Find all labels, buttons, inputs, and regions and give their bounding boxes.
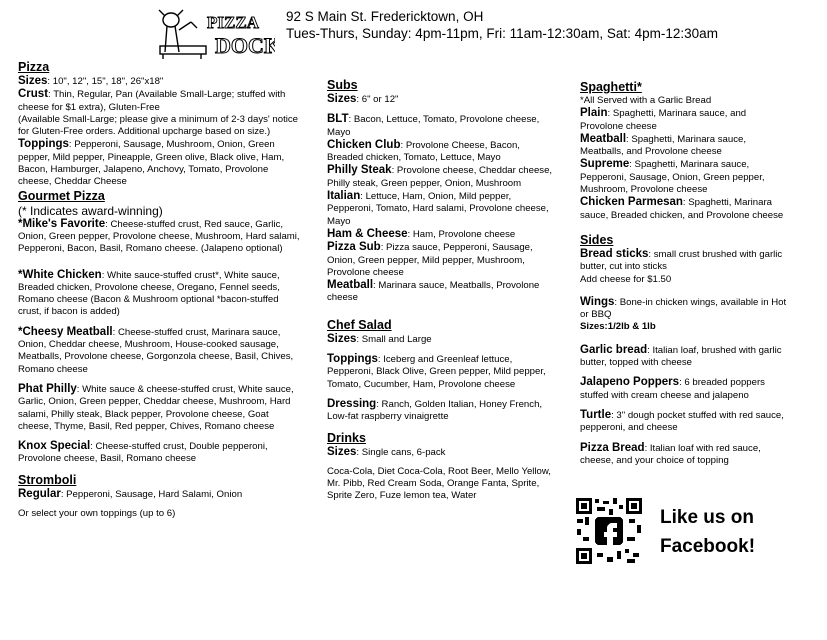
menu-item-mikes-favorite: *Mike's Favorite: Cheese-stuffed crust, Red sauce, Garlic, Onion, Green pepper, Provolone cheese, Mushroom, Hard salami, Pepperoni, Bacon, Basil, Romano cheese. (Jalapeno optional): [18, 217, 300, 255]
hours: Tues-Thurs, Sunday: 4pm-11pm, Fri: 11am-12:30am, Sat: 4pm-12:30am: [286, 26, 718, 41]
crust-note: (Available Small-Large; please give a minimum of 2-3 days' notice for Gluten-Free orders. Additional upcharge based on size.): [18, 113, 299, 138]
column-spaghetti-sides: [580, 80, 788, 474]
menu-item-phat-philly: Phat Philly: White sauce & cheese-stuffed crust, White sauce, Garlic, Onion, Green pepper, Cheddar cheese, Mushroom, Hard salami, Philly steak, Black pepper, Provolone cheese, Goat cheese, Thyme, Basil, Red pepper, Chives, Romano cheese: [18, 382, 294, 432]
svg-text:DOCK: DOCK: [215, 33, 275, 58]
menu-item-bread-sticks: Bread sticks: small crust brushed with garlic butter, cut into sticks: [580, 247, 783, 273]
menu-item-pizza-bread: Pizza Bread: Italian loaf with red sauce, cheese, and your choice of topping: [580, 441, 761, 466]
pizza-toppings: Toppings: Pepperoni, Sausage, Mushroom, Onion, Green pepper, Mild pepper, Pineapple, Green olive, Black olive, Ham, Bacon, Hamburger, Jalapeno, Anchovy, Tomato, Provolone cheese, Cheddar Cheese: [18, 138, 285, 188]
section-title-stromboli: Stromboli: [18, 472, 77, 487]
stromboli-regular: Regular: Pepperoni, Sausage, Hard Salami, Onion: [18, 487, 243, 500]
facebook-promo: [575, 497, 815, 569]
section-title-subs: Subs: [327, 78, 358, 92]
menu-item-cheesy-meatball: *Cheesy Meatball: Cheese-stuffed crust, Marinara sauce, Onion, Cheddar cheese, Mushroom, House-cooked sausage, Meatballs, Provolone cheese, Gorgonzola cheese, Basil, Chives, Romano cheese: [18, 325, 294, 375]
facebook-line1: Like us on: [660, 507, 754, 528]
subs-sizes: Sizes: 6" or 12": [327, 93, 399, 105]
salad-dressing: Dressing: Ranch, Golden Italian, Honey French, Low-fat raspberry vinaigrette: [327, 397, 543, 423]
section-title-drinks: Drinks: [327, 430, 366, 445]
menu-item-pizza-sub: Pizza Sub: Pizza sauce, Pepperoni, Sausage, Onion, Green pepper, Mild pepper, Mushroom, Provolone cheese: [327, 241, 533, 278]
menu-item-italian: Italian: Lettuce, Ham, Onion, Mild pepper, Pepperoni, Tomato, Hard salami, Provolone cheese, Mayo: [327, 190, 549, 227]
pizza-dock-logo: [157, 8, 275, 60]
pizza-sizes: Sizes: 10", 12", 15", 18", 26"x18": [18, 75, 164, 87]
column-subs: [327, 78, 555, 503]
menu-item-blt: BLT: Bacon, Lettuce, Tomato, Provolone cheese, Mayo: [327, 113, 540, 138]
salad-toppings: Toppings: Iceberg and Greenleaf lettuce, Pepperoni, Black Olive, Green pepper, Mild pepper, Tomato, Cucumber, Ham, Provolone cheese: [327, 353, 546, 390]
header: [286, 8, 718, 42]
address: 92 S Main St. Fredericktown, OH: [286, 9, 484, 24]
facebook-line2: Facebook!: [660, 536, 756, 557]
column-pizza: [18, 60, 300, 520]
section-title-gourmet: Gourmet Pizza: [18, 188, 105, 203]
menu-item-spaghetti-meatball: Meatball: Spaghetti, Marinara sauce, Meatballs, and Provolone cheese: [580, 132, 747, 158]
menu-item-turtle: Turtle: 3" dough pocket stuffed with red sauce, pepperoni, and cheese: [580, 408, 784, 434]
drinks-sizes: Sizes: Single cans, 6-pack: [327, 445, 446, 458]
facebook-text: [660, 503, 755, 561]
menu-item-knox-special: Knox Special: Cheese-stuffed crust, Double pepperoni, Provolone cheese, Basil, Romano cheese: [18, 440, 268, 465]
menu-item-jalapeno-poppers: Jalapeno Poppers: 6 breaded poppers stuffed with cream cheese and jalapeno: [580, 376, 765, 401]
section-title-sides: Sides: [580, 232, 614, 247]
bread-sticks-extra: Add cheese for $1.50: [580, 273, 672, 285]
qr-code-icon[interactable]: [575, 497, 643, 565]
menu-item-plain: Plain: Spaghetti, Marinara sauce, and Provolone cheese: [580, 107, 747, 132]
menu-item-chicken-club: Chicken Club: Provolone Cheese, Bacon, Breaded chicken, Tomato, Lettuce, Mayo: [327, 138, 520, 164]
spaghetti-note: *All Served with a Garlic Bread: [580, 95, 712, 106]
menu-item-supreme: Supreme: Spaghetti, Marinara sauce, Pepperoni, Sausage, Onion, Green pepper, Mushroom, Provolone cheese: [580, 158, 765, 196]
gourmet-note: (* Indicates award-winning): [18, 203, 163, 218]
menu-item-chicken-parmesan: Chicken Parmesan: Spaghetti, Marinara sauce, Breaded chicken, and Provolone cheese: [580, 196, 784, 221]
wings-sizes: Sizes:1/2lb & 1lb: [580, 321, 656, 333]
section-title-spaghetti: Spaghetti*: [580, 80, 642, 94]
drinks-list: Coca-Cola, Diet Coca-Cola, Root Beer, Mello Yellow, Mr. Pibb, Red Cream Soda, Orange Fanta, Sprite, Sprite Zero, Fuze lemon tea, Water: [327, 465, 551, 502]
salad-sizes: Sizes: Small and Large: [327, 332, 432, 345]
svg-text:PIZZA: PIZZA: [207, 13, 259, 32]
stromboli-own-toppings: Or select your own toppings (up to 6): [18, 508, 176, 520]
pizza-crust: Crust: Thin, Regular, Pan (Available Small-Large; stuffed with cheese for $1 extra), Gluten-Free: [18, 88, 286, 113]
menu-item-ham-cheese: Ham & Cheese: Ham, Provolone cheese: [327, 227, 516, 240]
section-title-pizza: Pizza: [18, 60, 50, 74]
menu-item-white-chicken: *White Chicken: White sauce-stuffed crust*, White sauce, Breaded chicken, Provolone cheese, Oregano, Fennel seeds, Romano cheese (Bacon & Mushroom optional *bacon-stuffed crust, if bacon is added): [18, 268, 280, 318]
menu-item-garlic-bread: Garlic bread: Italian loaf, brushed with garlic butter, topped with cheese: [580, 343, 782, 369]
menu-item-wings: Wings: Bone-in chicken wings, available in Hot or BBQ: [580, 295, 787, 321]
menu-item-philly-steak: Philly Steak: Provolone cheese, Cheddar cheese, Philly steak, Green pepper, Onion, Mushroom: [327, 164, 553, 189]
section-title-chef-salad: Chef Salad: [327, 317, 392, 332]
menu-item-meatball-sub: Meatball: Marinara sauce, Meatballs, Provolone cheese: [327, 279, 540, 304]
